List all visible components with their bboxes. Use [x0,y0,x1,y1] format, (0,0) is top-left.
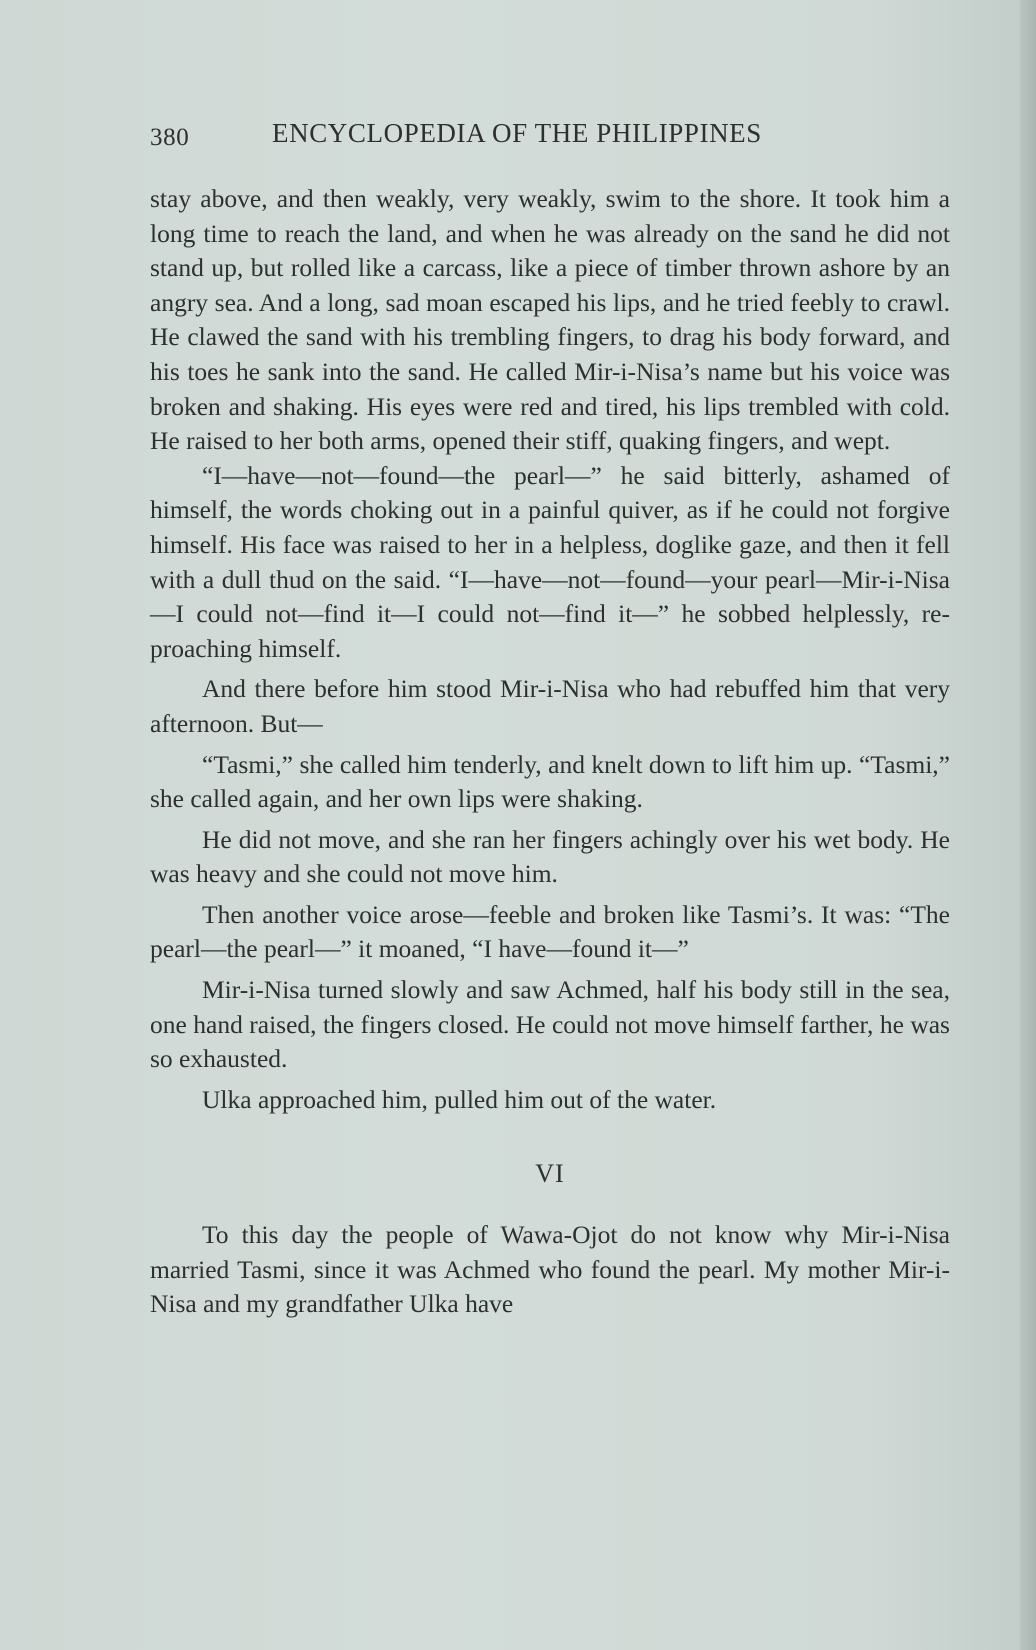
paragraph-9: To this day the people of Wawa-Ojot do not know why Mir-i-Nisa married Tasmi, since it was Achmed who found the pearl. My mother Mir-i-Nisa and my grandfather Ulka have [150,1220,950,1319]
section-heading: VI [535,1159,565,1189]
running-title: ENCYCLOPEDIA OF THE PHILIPPINES [272,118,762,148]
paragraph-5: He did not move, and she ran her fingers achingly over his wet body. He was heavy and she could not move him. [150,824,950,889]
paragraph-2: “I—have—not—found—the pearl—” he said bitterly, ashamed of himself, the words choking out in a painful quiver, as if he could not forgive himself. His face was raised to her in a helpless, doglike gaze, and then it fell with a dull thud on the said. “I—have—not—found—your pearl—Mir-i-Nisa—I could not—find it—I could not—find it—” he sobbed helplessly, reproaching himself. [150,460,950,663]
paragraph-1: stay above, and then weakly, very weakly, swim to the shore. It took him a long time to reach the land, and when he was already on the sand he did not stand up, but rolled like a carcass, like a piece of timber thrown ashore by an angry sea. And a long, sad moan escaped his lips, and he tried feebly to crawl. He clawed the sand with his trembling fingers, to drag his body forward, and his toes he sank into the sand. He called Mir-i-Nisa’s name but his voice was broken and shaking. His eyes were red and tired, his lips trembled with cold. He raised to her both arms, opened their stiff, quaking fingers, and wept. [150,184,950,456]
page-spine-edge [1020,0,1036,1650]
page-header [150,118,950,158]
paragraph-7: Mir-i-Nisa turned slowly and saw Achmed, half his body still in the sea, one hand raised, the fingers closed. He could not move himself farther, he was so exhausted. [150,975,950,1074]
page-number: 380 [150,124,190,151]
text-body [150,182,950,1322]
paragraph-4: “Tasmi,” she called him tenderly, and knelt down to lift him up. “Tasmi,” she called again, and her own lips were shaking. [150,749,950,814]
paragraph-8: Ulka approached him, pulled him out of the water. [202,1084,717,1114]
paragraph-3: And there before him stood Mir-i-Nisa who had rebuffed him that very afternoon. But— [150,674,950,738]
paragraph-6: Then another voice arose—feeble and broken like Tasmi’s. It was: “The pearl—the pearl—” it moaned, “I have—found it—” [150,899,950,964]
